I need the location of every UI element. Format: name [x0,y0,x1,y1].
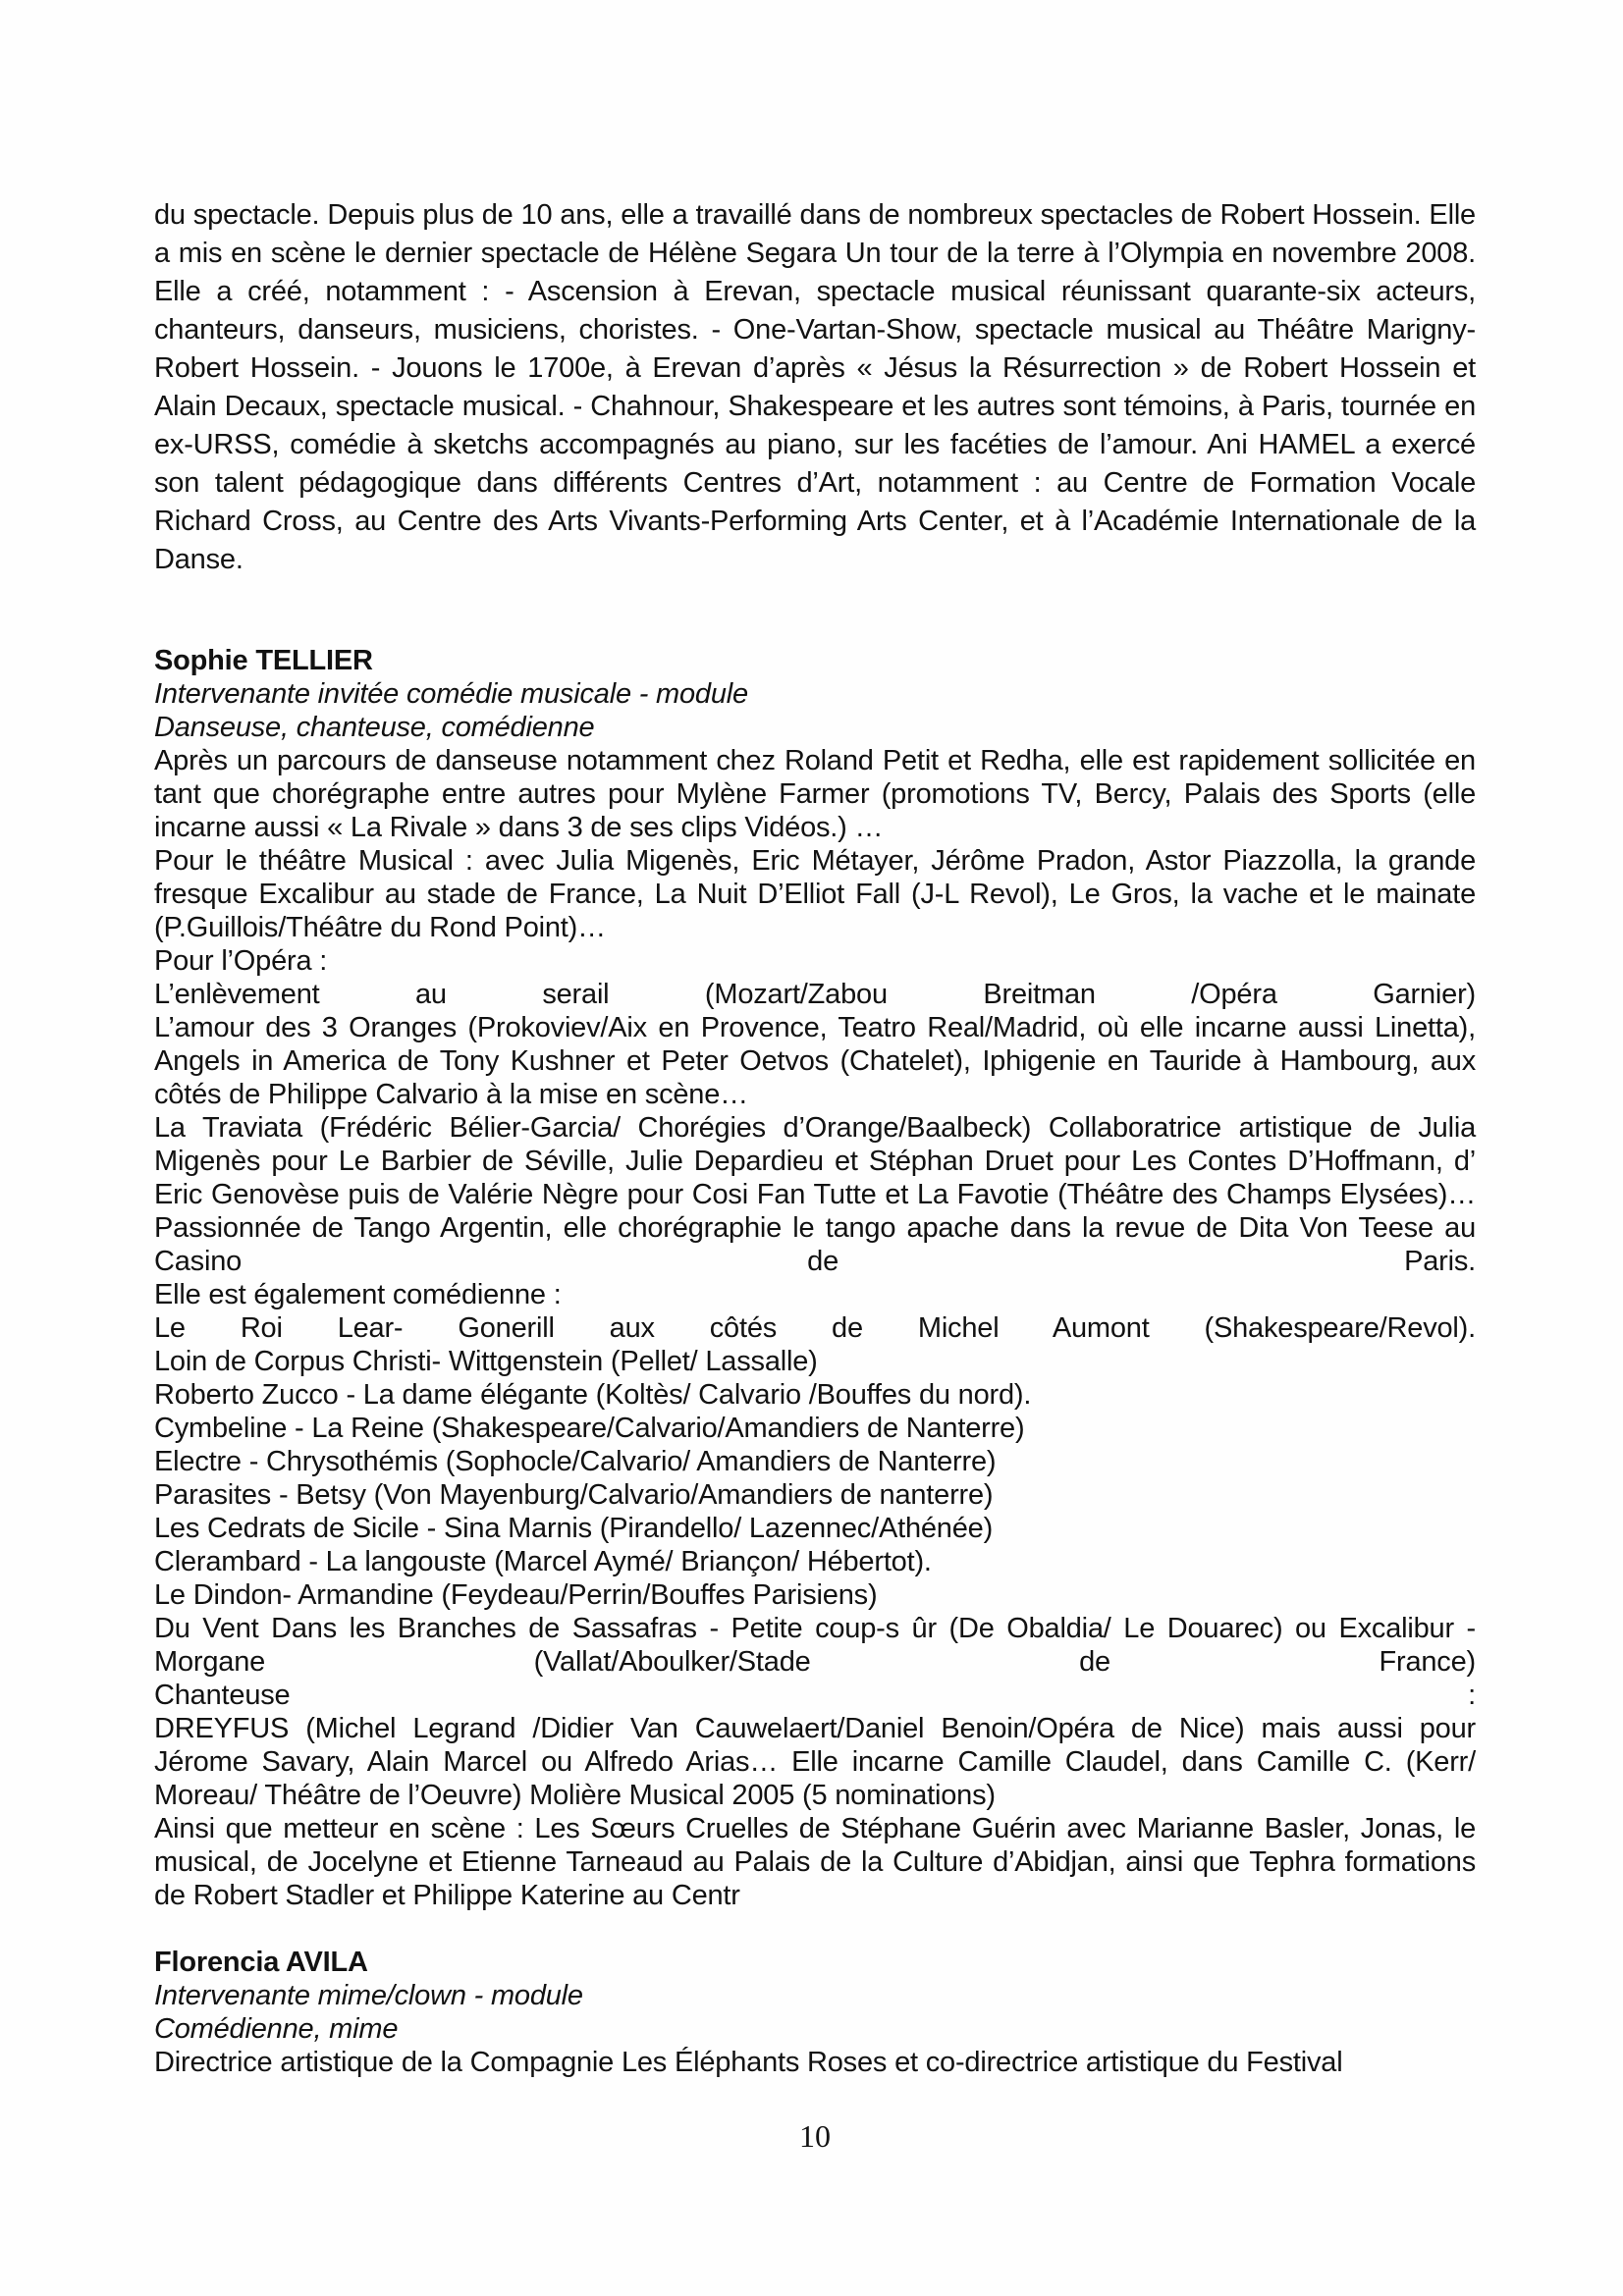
paragraph-force-justified: La Traviata (Frédéric Bélier-Garcia/ Chorégies d’Orange/Baalbeck) Collaboratrice artistique de Julia Migenès pour Le Barbier de Séville, Julie Depardieu et Stéphan Druet pour Les Contes D’Hoffmann, d’ Eric Genovèse puis de Valérie Nègre pour Cosi Fan Tutte et La Favotie (Théâtre des Champs Elysées)… Passionnée de Tango Argentin, elle chorégraphie le tango apache dans la revue de Dita Von Teese au Casino de Paris. [154,1112,1476,1277]
text-line: Parasites - Betsy (Von Mayenburg/Calvario/Amandiers de nanterre) [154,1479,994,1511]
force-justified-line: L’enlèvement au serail (Mozart/Zabou Breitman /Opéra Garnier) [154,979,1476,1010]
text-line: Le Dindon- Armandine (Feydeau/Perrin/Bouffes Parisiens) [154,1579,878,1611]
text-line: Loin de Corpus Christi- Wittgenstein (Pellet/ Lassalle) [154,1346,818,1377]
paragraph: Ainsi que metteur en scène : Les Sœurs Cruelles de Stéphane Guérin avec Marianne Basler, Jonas, le musical, de Jocelyne et Etienne Tarneaud au Palais de la Culture d’Abidjan, ainsi que Tephra formations de Robert Stadler et Philippe Katerine au Centr [154,1813,1476,1911]
small-spacer [154,1912,1476,1946]
text-line: Clerambard - La langouste (Marcel Aymé/ Briançon/ Hébertot). [154,1546,932,1577]
paragraph: L’amour des 3 Oranges (Prokoviev/Aix en Provence, Teatro Real/Madrid, où elle incarne aussi Linetta), Angels in America de Tony Kushner et Peter Oetvos (Chatelet), Iphigenie en Tauride à Hambourg, aux côtés de Philippe Calvario à la mise en scène… [154,1012,1476,1110]
role-subtitle-line: Intervenante invitée comédie musicale - module [154,678,748,710]
text-line: Pour l’Opéra : [154,945,328,977]
role-subtitle-line: Comédienne, mime [154,2013,399,2045]
text-line: Elle est également comédienne : [154,1279,562,1310]
force-justified-line: Chanteuse : [154,1680,1476,1711]
paragraph: Après un parcours de danseuse notamment chez Roland Petit et Redha, elle est rapidement sollicitée en tant que chorégraphe entre autres pour Mylène Farmer (promotions TV, Bercy, Palais des Sports (elle incarne aussi « La Rivale » dans 3 de ses clips Vidéos.) … [154,745,1476,843]
section-spacer [154,579,1476,644]
document-content [154,196,1476,2079]
role-subtitle-line: Danseuse, chanteuse, comédienne [154,712,595,743]
section-heading: Sophie TELLIER [154,645,373,676]
text-line: Roberto Zucco - La dame élégante (Koltès/ Calvario /Bouffes du nord). [154,1379,1032,1411]
force-justified-line: Le Roi Lear- Gonerill aux côtés de Michel Aumont (Shakespeare/Revol). [154,1312,1476,1344]
text-line: Cymbeline - La Reine (Shakespeare/Calvario/Amandiers de Nanterre) [154,1413,1025,1444]
role-subtitle-line: Intervenante mime/clown - module [154,1980,583,2011]
page-number: 10 [799,2118,831,2154]
paragraph: Pour le théâtre Musical : avec Julia Migenès, Eric Métayer, Jérôme Pradon, Astor Piazzolla, la grande fresque Excalibur au stade de France, La Nuit D’Elliot Fall (J-L Revol), Le Gros, la vache et le mainate (P.Guillois/Théâtre du Rond Point)… [154,845,1476,943]
paragraph-force-justified: Du Vent Dans les Branches de Sassafras - Petite coup-s ûr (De Obaldia/ Le Douarec) ou Excalibur - Morgane (Vallat/Aboulker/Stade de France) [154,1613,1476,1678]
text-line: Directrice artistique de la Compagnie Les Éléphants Roses et co-directrice artistique du Festival [154,2047,1343,2078]
paragraph: DREYFUS (Michel Legrand /Didier Van Cauwelaert/Daniel Benoin/Opéra de Nice) mais aussi pour Jérome Savary, Alain Marcel ou Alfredo Arias… Elle incarne Camille Claudel, dans Camille C. (Kerr/ Moreau/ Théâtre de l’Oeuvre) Molière Musical 2005 (5 nominations) [154,1713,1476,1811]
text-line: Les Cedrats de Sicile - Sina Marnis (Pirandello/ Lazennec/Athénée) [154,1513,994,1544]
text-line: Electre - Chrysothémis (Sophocle/Calvario/ Amandiers de Nanterre) [154,1446,997,1477]
paragraph: du spectacle. Depuis plus de 10 ans, elle a travaillé dans de nombreux spectacles de Robert Hossein. Elle a mis en scène le dernier spectacle de Hélène Segara Un tour de la terre à l’Olympia en novembre 2008. Elle a créé, notamment : - Ascension à Erevan, spectacle musical réunissant quarante-six acteurs, chanteurs, danseurs, musiciens, choristes. - One-Vartan-Show, spectacle musical au Théâtre Marigny-Robert Hossein. - Jouons le 1700e, à Erevan d’après « Jésus la Résurrection » de Robert Hossein et Alain Decaux, spectacle musical. - Chahnour, Shakespeare et les autres sont témoins, à Paris, tournée en ex-URSS, comédie à sketchs accompagnés au piano, sur les facéties de l’amour. Ani HAMEL a exercé son talent pédagogique dans différents Centres d’Art, notamment : au Centre de Formation Vocale Richard Cross, au Centre des Arts Vivants-Performing Arts Center, et à l’Académie Internationale de la Danse. [154,199,1476,575]
section-heading: Florencia AVILA [154,1947,368,1978]
